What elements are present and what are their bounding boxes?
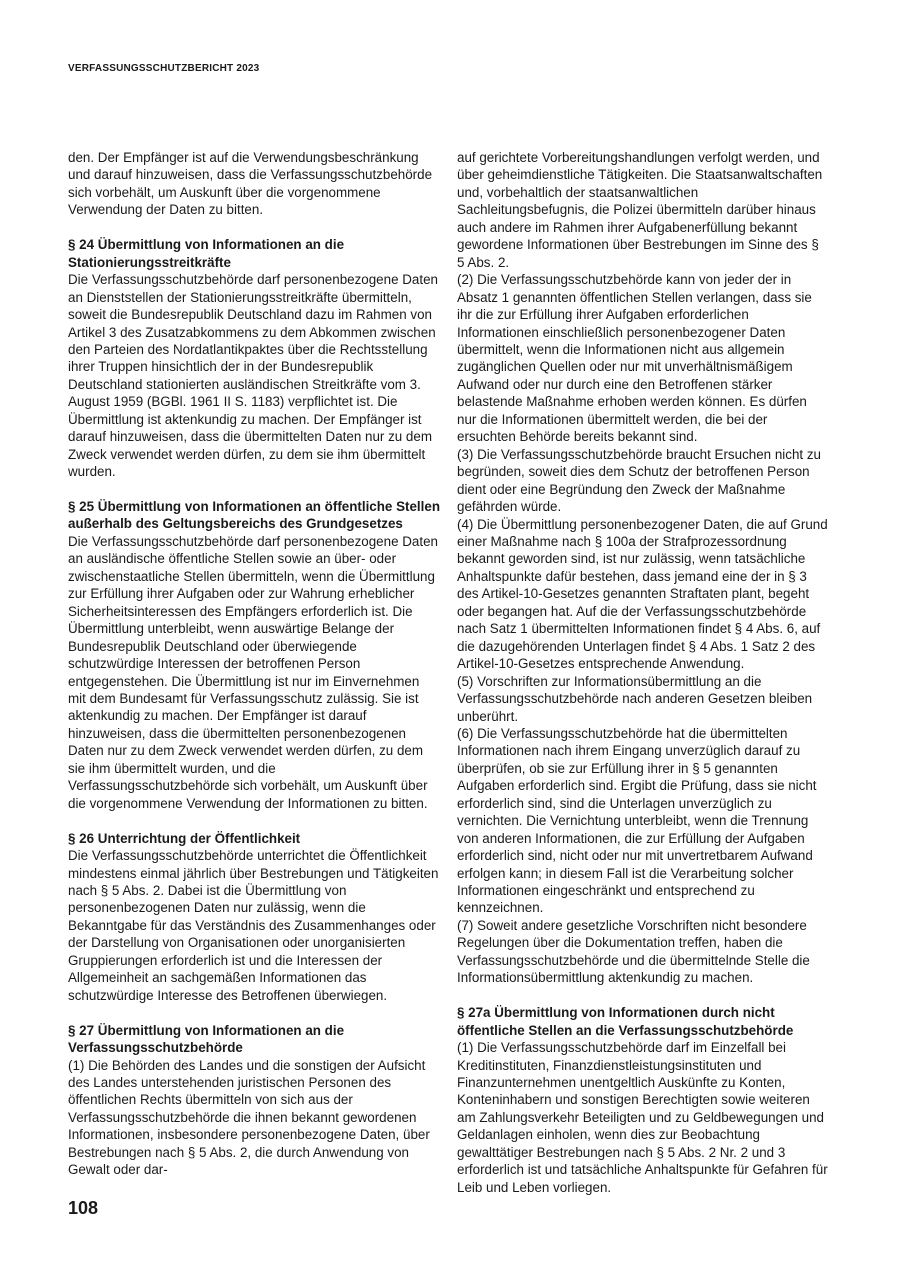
section-body: (1) Die Behörden des Landes und die sonstigen der Aufsicht des Landes unterstehenden juristischen Personen des öffentlichen Rechts übermitteln von sich aus der Verfassungsschutzbehörde die ihnen bekannt gewordenen Informationen, insbesondere personenbezogene Daten, über Bestrebungen nach § 5 Abs. 2, die durch Anwendung von Gewalt oder dar- — [68, 1057, 430, 1178]
section-26 — [68, 830, 440, 1005]
section-body: Die Verfassungsschutzbehörde darf personenbezogene Daten an Dienststellen der Stationierungsstreitkräfte übermitteln, soweit die Bundesrepublik Deutschland dazu im Rahmen von Artikel 3 des Zusatzabkommens zu dem Abkommen zwischen den Parteien des Nordatlantikpaktes über die Rechtsstellung ihrer Truppen hinsichtlich der in der Bundesrepublik Deutschland stationierten ausländischen Streitkräfte vom 3. August 1959 (BGBl. 1961 II S. 1183) verpflichtet ist. Die Übermittlung ist aktenkundig zu machen. Der Empfänger ist darauf hinzuweisen, dass die übermittelten Daten nur zu dem Zweck verwendet werden dürfen, zu dem sie ihm übermittelt wurden. — [68, 272, 438, 480]
paragraph-continuation: auf gerichtete Vorbereitungshandlungen verfolgt werden, und über geheimdienstliche Tätigkeiten. Die Staatsanwaltschaften und, vorbehaltlich der staatsanwaltlichen Sachleitungsbefugnis, die Polizei übermitteln darüber hinaus auch andere im Rahmen ihrer Aufgabenerfüllung bekannt gewordene Informationen über Bestrebungen im Sinne des § 5 Abs. 2. — [457, 150, 823, 270]
section-heading: § 25 Übermittlung von Informationen an öffentliche Stellen außerhalb des Geltungsbereichs des Grundgesetzes — [68, 499, 441, 532]
section-body: (1) Die Verfassungsschutzbehörde darf im Einzelfall bei Kreditinstituten, Finanzdienstleistungsinstituten und Finanzunternehmen unentgeltlich Auskünfte zu Konten, Konteninhabern und sonstigen Berechtigten sowie weiteren am Zahlungsverkehr Beteiligten und zu Geldbewegungen und Geldanlagen einholen, wenn dies zur Beobachtung gewalttätiger Bestrebungen nach § 5 Abs. 2 Nr. 2 und 3 erforderlich ist und tatsächliche Anhaltspunkte für Gefahren für Leib und Leben vorliegen. — [457, 1040, 828, 1195]
section-heading: § 27 Übermittlung von Informationen an die Verfassungsschutzbehörde — [68, 1022, 345, 1056]
paragraph-27-6: (6) Die Verfassungsschutzbehörde hat die übermittelten Informationen nach ihrem Eingang unverzüglich darauf zu überprüfen, ob sie zur Erfüllung ihrer in § 5 genannten Aufgaben erforderlich sind. Ergibt die Prüfung, dass sie nicht erforderlich sind, sind die Unterlagen unverzüglich zu vernichten. Die Vernichtung unterbleibt, wenn die Trennung von anderen Informationen, die zur Erfüllung der Aufgaben erforderlich sind, nicht oder nur mit unvertretbarem Aufwand erfolgen kann; in diesem Fall ist die Verarbeitung solcher Informationen eingeschränkt und entsprechend zu kennzeichnen. — [457, 725, 817, 916]
section-27 — [68, 1022, 440, 1179]
running-header: VERFASSUNGSSCHUTZBERICHT 2023 — [68, 63, 260, 74]
paragraph-continuation: den. Der Empfänger ist auf die Verwendungsbeschränkung und darauf hinzuweisen, dass die Verfassungsschutzbehörde sich vorbehält, um Auskunft über die vorgenommene Verwendung der Daten zu bitten. — [68, 150, 433, 218]
paragraph-27-5: (5) Vorschriften zur Informationsübermittlung an die Verfassungsschutzbehörde nach anderen Gesetzen bleiben unberührt. — [457, 673, 813, 724]
paragraph-27-4: (4) Die Übermittlung personenbezogener Daten, die auf Grund einer Maßnahme nach § 100a der Strafprozessordnung bekannt geworden sind, ist nur zulässig, wenn tatsächliche Anhaltspunkte dafür bestehen, dass jemand eine der in § 3 des Artikel-10-Gesetzes genannten Straftaten plant, begeht oder begangen hat. Auf die der Verfassungsschutzbehörde nach Satz 1 übermittelten Informationen findet § 4 Abs. 6, auf die dazugehörenden Unterlagen findet § 4 Abs. 1 Satz 2 des Artikel-10-Gesetzes entsprechende Anwendung. — [457, 516, 828, 672]
section-body: Die Verfassungsschutzbehörde unterrichtet die Öffentlichkeit mindestens einmal jährlich über Bestrebungen und Tätigkeiten nach § 5 Abs. 2. Dabei ist die Übermittlung von personenbezogenen Daten nur zulässig, wenn die Bekanntgabe für das Verständnis des Zusammenhanges oder der Darstellung von Organisationen oder unorganisierten Gruppierungen erforderlich ist und die Interessen der Allgemeinheit an sachgemäßen Informationen das schutzwürdige Interesse des Betroffenen überwiegen. — [68, 848, 439, 1003]
page-number: 108 — [68, 1198, 99, 1218]
section-heading: § 27a Übermittlung von Informationen durch nicht öffentliche Stellen an die Verfassungsschutzbehörde — [457, 1005, 794, 1038]
paragraph-27-2: (2) Die Verfassungsschutzbehörde kann von jeder der in Absatz 1 genannten öffentlichen Stellen verlangen, dass sie ihr die zur Erfüllung ihrer Aufgaben erforderlichen Informationen einschließlich personenbezogener Daten übermittelt, wenn die Informationen nicht aus allgemein zugänglichen Quellen oder nur mit unverhältnismäßigem Aufwand oder nur durch eine den Betroffenen stärker belastende Maßnahme erhoben werden können. Es dürfen nur die Informationen übermittelt werden, die bei der ersuchten Behörde bereits bekannt sind. — [457, 272, 812, 445]
section-27a — [457, 1004, 829, 1196]
left-column — [68, 149, 440, 1179]
section-heading: § 24 Übermittlung von Informationen an die Stationierungsstreitkräfte — [68, 237, 345, 270]
paragraph-27-3: (3) Die Verfassungsschutzbehörde braucht Ersuchen nicht zu begründen, soweit dies dem Schutz der betroffenen Person dient oder eine Begründung den Zweck der Maßnahme gefährden würde. — [457, 446, 821, 515]
section-heading: § 26 Unterrichtung der Öffentlichkeit — [68, 830, 301, 846]
right-column — [457, 149, 829, 1196]
section-body: Die Verfassungsschutzbehörde darf personenbezogene Daten an ausländische öffentliche Stellen sowie an über- oder zwischenstaatliche Stellen übermitteln, wenn die Übermittlung zur Erfüllung ihrer Aufgaben oder zur Wahrung erheblicher Sicherheitsinteressen des Empfängers erforderlich ist. Die Übermittlung unterbleibt, wenn auswärtige Belange der Bundesrepublik Deutschland oder überwiegende schutzwürdige Interessen der betroffenen Person entgegenstehen. Die Übermittlung ist nur im Einvernehmen mit dem Bundesamt für Verfassungsschutz zulässig. Sie ist aktenkundig zu machen. Der Empfänger ist darauf hinzuweisen, dass die übermittelten personenbezogenen Daten nur zu dem Zweck verwendet werden dürfen, zu dem sie ihm übermittelt wurden, und die Verfassungsschutzbehörde sich vorbehält, um Auskunft über die vorgenommene Verwendung der Informationen zu bitten. — [68, 533, 438, 811]
paragraph-27-7: (7) Soweit andere gesetzliche Vorschriften nicht besondere Regelungen über die Dokumentation treffen, haben die Verfassungsschutzbehörde und die übermittelnde Stelle die Informationsübermittlung aktenkundig zu machen. — [457, 917, 810, 986]
section-24 — [68, 236, 440, 480]
section-25 — [68, 498, 440, 812]
